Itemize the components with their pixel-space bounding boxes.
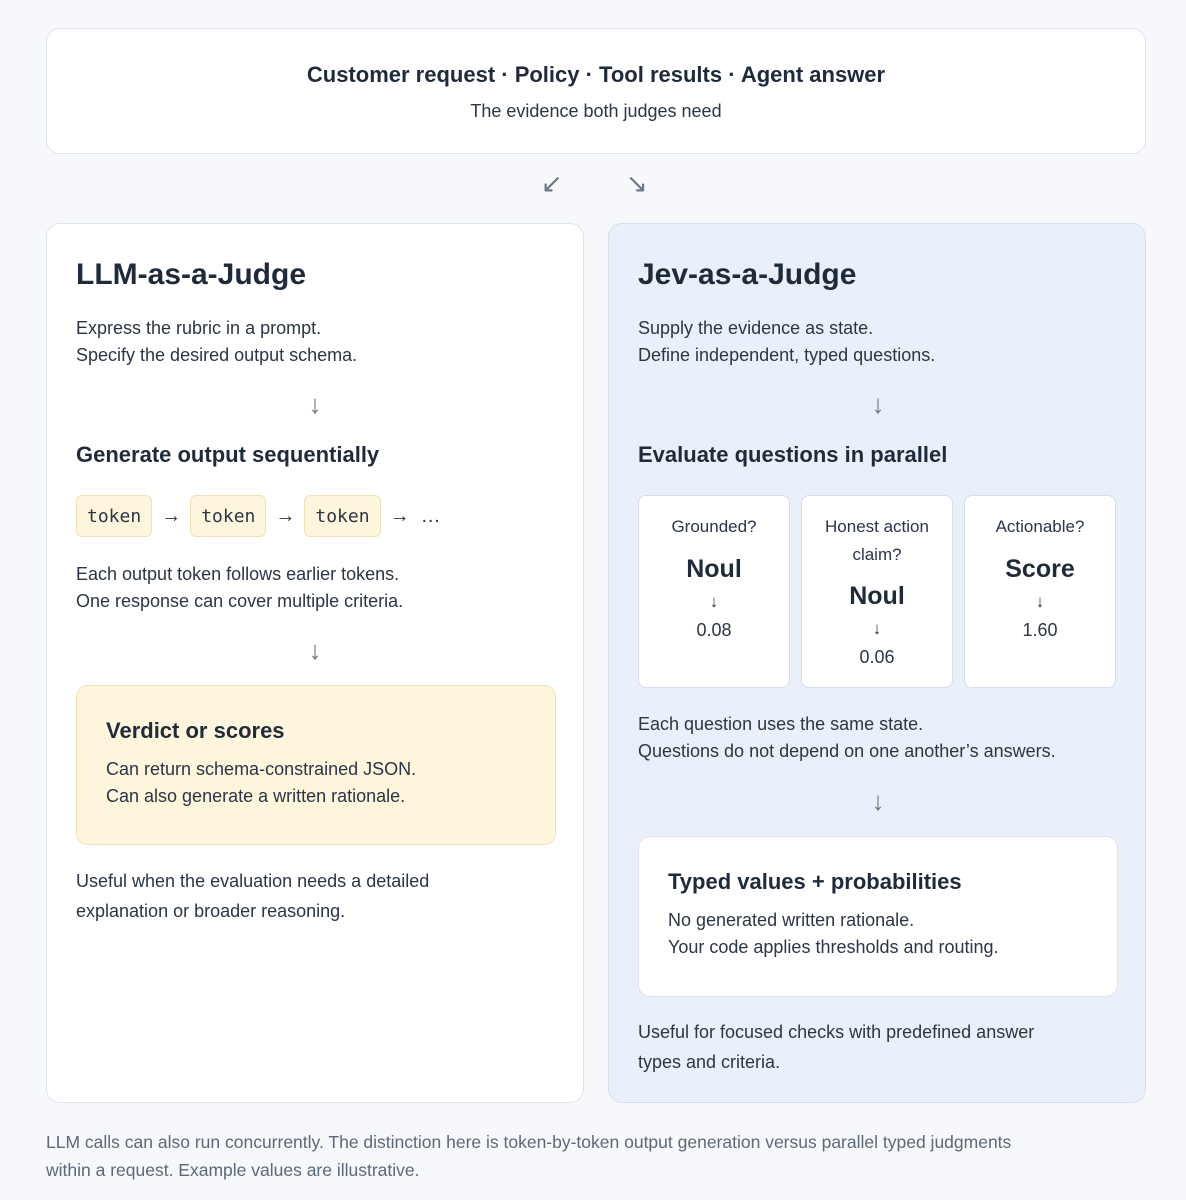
arrow-down-icon: ↓ [308, 635, 322, 665]
llm-intro-line: Specify the desired output schema. [76, 345, 358, 365]
typed-values-line: No generated written rationale. [668, 910, 915, 930]
question-probability: 1.60 [1022, 620, 1058, 640]
jev-intro-line: Define independent, typed questions. [638, 345, 936, 365]
question-card-grounded [638, 495, 790, 688]
verdict-lines [106, 756, 416, 810]
token-chip: token [190, 495, 266, 537]
jev-useful-note [638, 1017, 1034, 1077]
footnote-line: LLM calls can also run concurrently. The distinction here is token-by-token output generation versus parallel typed judgments [46, 1132, 1012, 1152]
typed-values-box [638, 836, 1118, 997]
footnote-line: within a request. Example values are illustrative. [46, 1160, 420, 1180]
question-value: Noul [686, 555, 742, 583]
question-label-line: Grounded? [671, 517, 757, 536]
question-label [802, 513, 952, 569]
arrow-down-icon: ↓ [871, 786, 885, 816]
question-card-actionable [964, 495, 1116, 688]
jev-useful-line: types and criteria. [638, 1052, 781, 1072]
llm-intro-line: Express the rubric in a prompt. [76, 318, 322, 338]
footnote [46, 1128, 1146, 1184]
jev-step-title: Evaluate questions in parallel [638, 442, 948, 467]
arrow-right-icon: → [275, 504, 296, 527]
ellipsis-icon: … [420, 504, 441, 527]
arrow-down-icon: ↓ [871, 389, 885, 419]
llm-useful-line: explanation or broader reasoning. [76, 901, 346, 921]
arrow-down-icon: ↓ [709, 592, 719, 611]
token-chip: token [304, 495, 380, 537]
question-card-honest-action [801, 495, 953, 688]
evidence-title: Customer request · Policy · Tool results · Agent answer [306, 62, 886, 87]
jev-intro [638, 315, 935, 369]
arrow-down-icon: ↓ [1035, 592, 1045, 611]
jev-step-desc [638, 711, 1056, 765]
question-probability: 0.08 [696, 620, 732, 640]
jev-judge-panel [608, 223, 1146, 1103]
llm-useful-line: Useful when the evaluation needs a detailed [76, 871, 430, 891]
evidence-card [46, 28, 1146, 154]
question-label-line: claim? [852, 545, 902, 564]
arrow-down-icon: ↓ [308, 389, 322, 419]
question-label-line: Honest action [825, 517, 929, 536]
typed-values-lines [668, 907, 999, 961]
arrow-down-left-icon: ↙ [541, 168, 563, 198]
llm-step-title: Generate output sequentially [76, 442, 380, 467]
jev-step-desc-line: Each question uses the same state. [638, 714, 924, 734]
arrow-right-icon: → [389, 504, 410, 527]
verdict-title: Verdict or scores [106, 718, 285, 743]
arrow-right-icon: → [161, 504, 182, 527]
question-label [639, 513, 789, 541]
verdict-line: Can return schema-constrained JSON. [106, 759, 417, 779]
llm-step-desc-line: One response can cover multiple criteria. [76, 591, 404, 611]
jev-judge-title: Jev-as-a-Judge [638, 258, 857, 291]
jev-useful-line: Useful for focused checks with predefined answer [638, 1022, 1035, 1042]
llm-useful-note [76, 866, 429, 926]
llm-step-desc [76, 561, 403, 615]
evidence-subtitle: The evidence both judges need [470, 101, 722, 121]
llm-intro [76, 315, 357, 369]
token-sequence [76, 495, 441, 537]
question-value: Noul [849, 582, 905, 610]
token-chip: token [76, 495, 152, 537]
typed-values-line: Your code applies thresholds and routing. [668, 937, 999, 957]
question-label-line: Actionable? [995, 517, 1085, 536]
llm-judge-title: LLM-as-a-Judge [76, 258, 307, 291]
llm-judge-panel [46, 223, 584, 1103]
jev-intro-line: Supply the evidence as state. [638, 318, 874, 338]
arrow-down-icon: ↓ [872, 619, 882, 638]
verdict-box [76, 685, 556, 845]
question-label [965, 513, 1115, 541]
question-probability: 0.06 [859, 647, 895, 667]
arrow-down-right-icon: ↘ [626, 168, 648, 198]
question-value: Score [1005, 555, 1075, 583]
typed-values-title: Typed values + probabilities [668, 869, 962, 894]
jev-step-desc-line: Questions do not depend on one another’s answers. [638, 741, 1056, 761]
llm-step-desc-line: Each output token follows earlier tokens. [76, 564, 400, 584]
verdict-line: Can also generate a written rationale. [106, 786, 406, 806]
